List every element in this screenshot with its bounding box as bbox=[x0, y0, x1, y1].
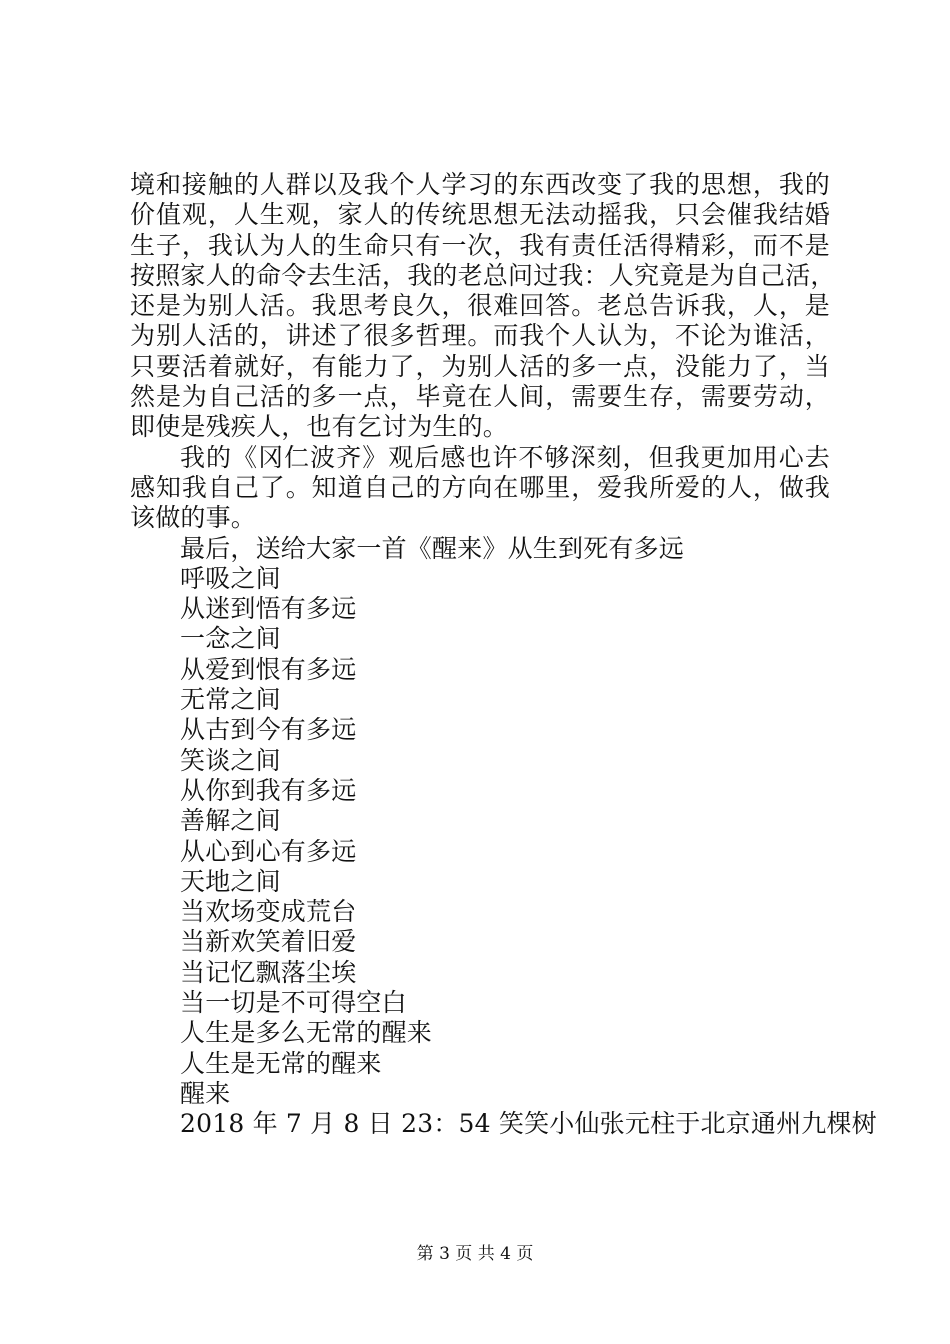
poem-line: 从迷到悟有多远 bbox=[180, 594, 357, 624]
paragraph-line: 生子，我认为人的生命只有一次，我有责任活得精彩，而不是 bbox=[130, 230, 830, 260]
paragraph-line: 还是为别人活。我思考良久，很难回答。老总告诉我，人，是 bbox=[130, 291, 830, 321]
poem-line: 人生是多么无常的醒来 bbox=[180, 1018, 433, 1048]
paragraph-2 bbox=[130, 443, 830, 534]
poem-line: 当一切是不可得空白 bbox=[180, 988, 407, 1018]
paragraph-line: 按照家人的命令去生活，我的老总问过我：人究竟是为自己活， bbox=[130, 260, 836, 290]
poem bbox=[130, 564, 830, 1109]
poem-line: 无常之间 bbox=[180, 685, 281, 715]
poem-line: 一念之间 bbox=[180, 624, 281, 654]
document-body bbox=[130, 170, 877, 1140]
paragraph-1 bbox=[130, 170, 836, 443]
paragraph-line: 该做的事。 bbox=[130, 503, 257, 533]
poem-line: 善解之间 bbox=[180, 806, 281, 836]
paragraph-line: 我的《冈仁波齐》观后感也许不够深刻，但我更加用心去 bbox=[180, 442, 830, 472]
poem-line: 人生是无常的醒来 bbox=[180, 1048, 382, 1078]
poem-line: 从爱到恨有多远 bbox=[180, 654, 357, 684]
page-number-footer: 第 3 页 共 4 页 bbox=[416, 1244, 534, 1264]
paragraph-line: 只要活着就好，有能力了，为别人活的多一点，没能力了，当 bbox=[130, 351, 830, 381]
paragraph-line: 感知我自己了。知道自己的方向在哪里，爱我所爱的人，做我 bbox=[130, 472, 830, 502]
poem-intro: 最后，送给大家一首《醒来》从生到死有多远 bbox=[180, 533, 685, 563]
poem-line: 呼吸之间 bbox=[180, 563, 281, 593]
signature-line: 2018 年 7 月 8 日 23：54 笑笑小仙张元柱于北京通州九棵树 bbox=[180, 1109, 877, 1139]
poem-line: 天地之间 bbox=[180, 866, 281, 896]
poem-line: 笑谈之间 bbox=[180, 745, 281, 775]
paragraph-line: 为别人活的，讲述了很多哲理。而我个人认为，不论为谁活， bbox=[130, 321, 830, 351]
poem-line: 从古到今有多远 bbox=[180, 715, 357, 745]
paragraph-line: 价值观，人生观，家人的传统思想无法动摇我，只会催我结婚 bbox=[130, 200, 830, 230]
poem-line: 当记忆飘落尘埃 bbox=[180, 957, 357, 987]
poem-line: 当欢场变成荒台 bbox=[180, 897, 357, 927]
paragraph-line: 境和接触的人群以及我个人学习的东西改变了我的思想，我的 bbox=[130, 170, 830, 199]
poem-line: 从心到心有多远 bbox=[180, 836, 357, 866]
paragraph-line: 然是为自己活的多一点，毕竟在人间，需要生存，需要劳动， bbox=[130, 382, 830, 412]
poem-line: 当新欢笑着旧爱 bbox=[180, 927, 357, 957]
poem-line: 从你到我有多远 bbox=[180, 775, 357, 805]
paragraph-line: 即使是残疾人，也有乞讨为生的。 bbox=[130, 412, 509, 442]
poem-line: 醒来 bbox=[180, 1078, 231, 1108]
